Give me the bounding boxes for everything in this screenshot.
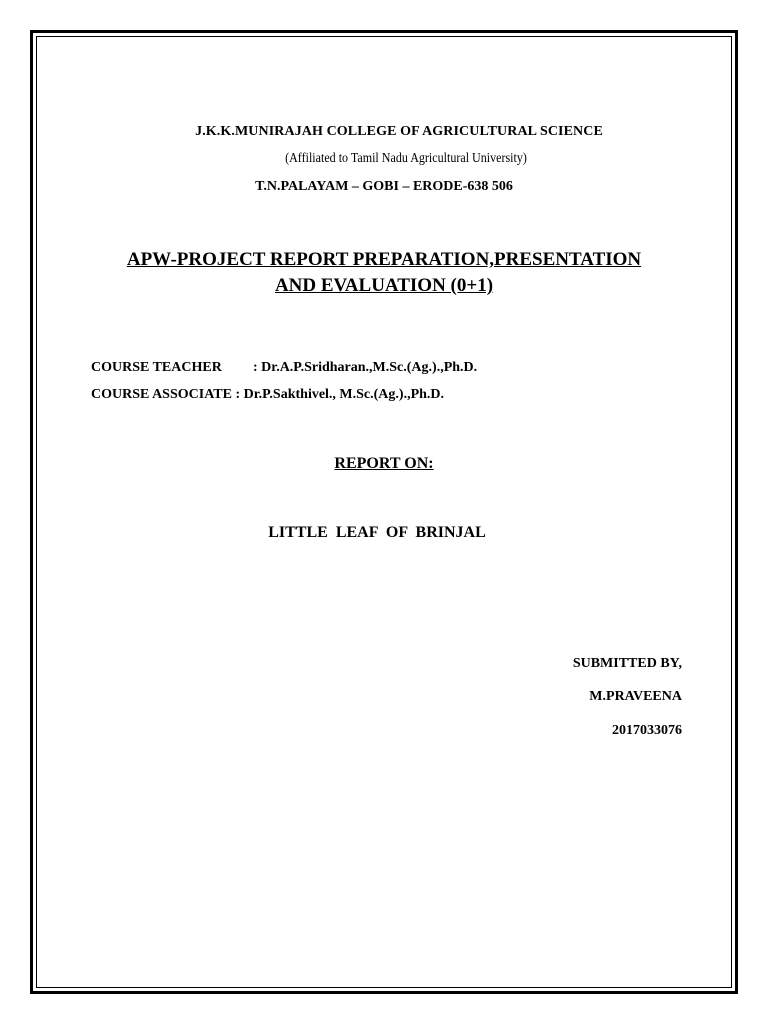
course-associate-value: : Dr.P.Sakthivel., M.Sc.(Ag.).,Ph.D.	[235, 387, 445, 402]
course-teacher-line	[91, 360, 477, 376]
report-topic: LITTLE LEAF OF BRINJAL	[268, 524, 486, 541]
report-title-line-2: AND EVALUATION (0+1)	[274, 275, 494, 296]
submitted-by-label: SUBMITTED BY,	[572, 656, 682, 671]
report-title-line-1: APW-PROJECT REPORT PREPARATION,PRESENTATION	[126, 249, 642, 270]
student-name: M.PRAVEENA	[589, 689, 682, 704]
course-teacher-label: COURSE TEACHER	[91, 360, 222, 375]
student-id: 2017033076	[612, 723, 682, 738]
report-on-heading: REPORT ON:	[334, 455, 434, 472]
course-associate-label: COURSE ASSOCIATE	[91, 387, 232, 402]
college-address: T.N.PALAYAM – GOBI – ERODE-638 506	[255, 179, 513, 194]
college-name: J.K.K.MUNIRAJAH COLLEGE OF AGRICULTURAL SCIENCE	[195, 124, 603, 139]
report-title	[0, 247, 768, 299]
affiliation-line: (Affiliated to Tamil Nadu Agricultural University)	[285, 151, 527, 166]
course-teacher-value: : Dr.A.P.Sridharan.,M.Sc.(Ag.).,Ph.D.	[253, 360, 478, 375]
course-associate-line	[91, 387, 444, 403]
